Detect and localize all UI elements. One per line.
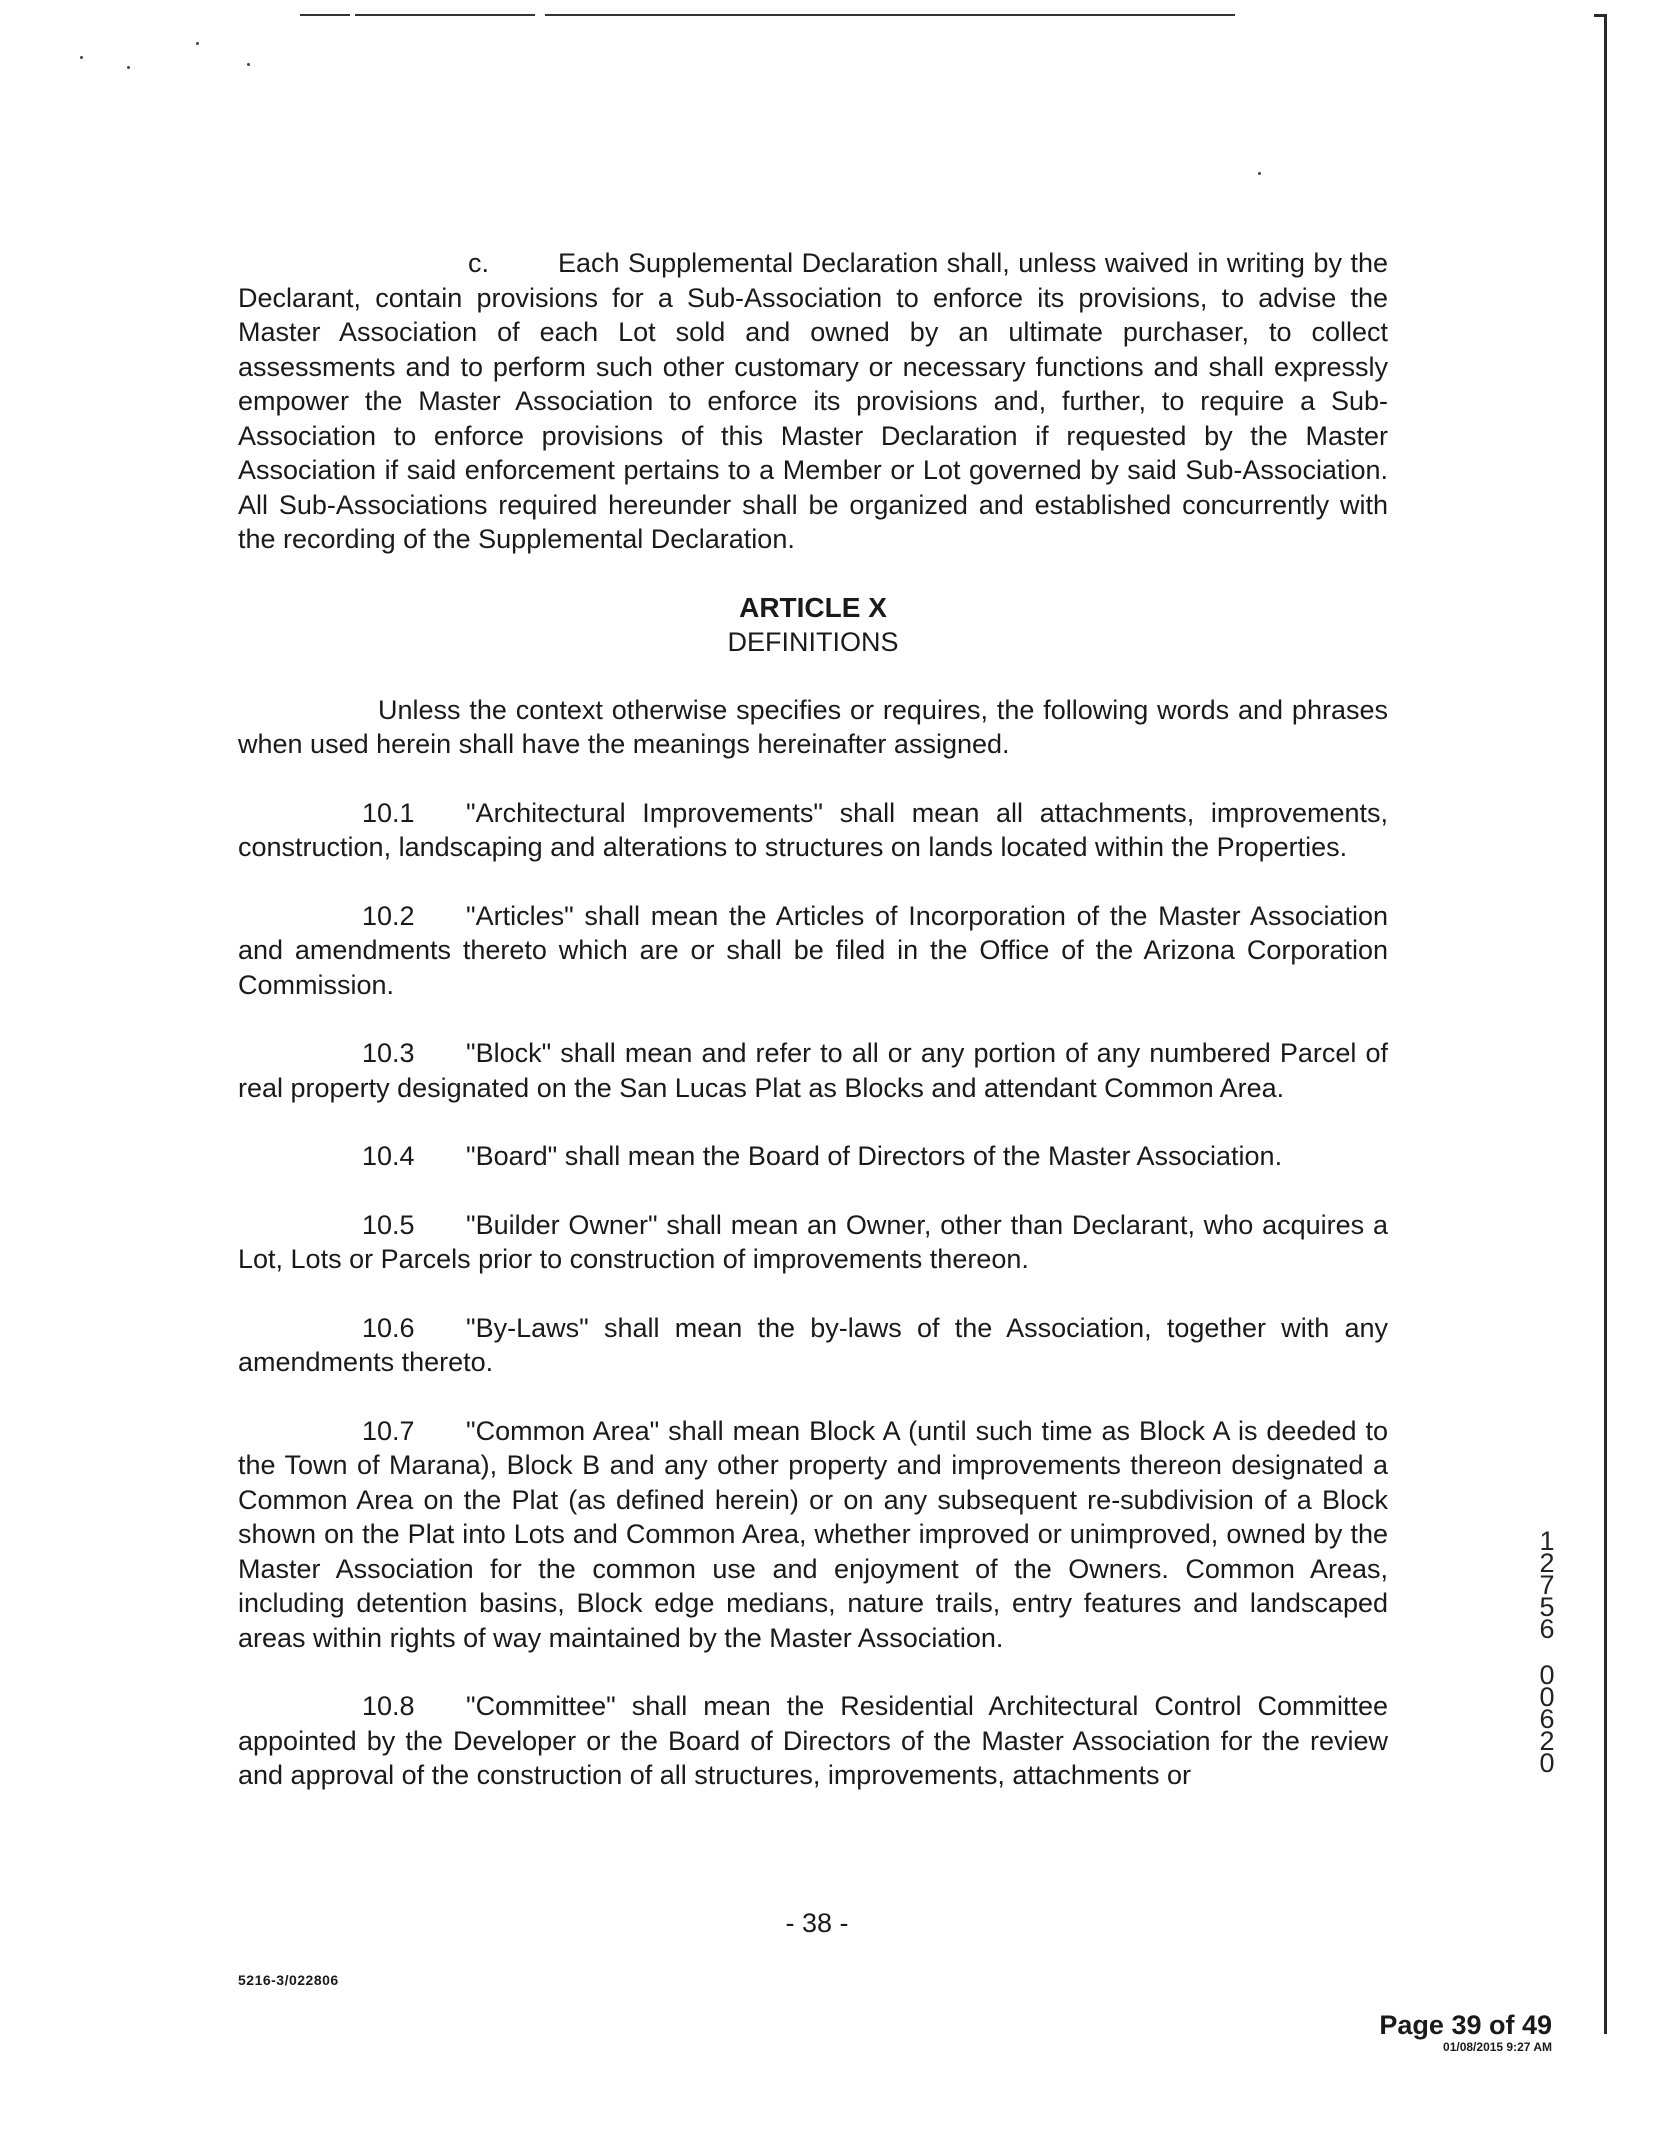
recorder-stamp xyxy=(1379,2010,1552,2054)
side-code-digit: 0 xyxy=(1539,1660,1555,1690)
definition-10-1 xyxy=(238,796,1388,865)
side-code-digit: 7 xyxy=(1539,1570,1555,1600)
definition-text: "Board" shall mean the Board of Directors of the Master Association. xyxy=(466,1141,1283,1171)
definition-text: "Builder Owner" shall mean an Owner, other than Declarant, who acquires a Lot, Lots or Parcels prior to construction of improvements thereon. xyxy=(238,1209,1388,1274)
scan-top-rule xyxy=(355,14,535,16)
document-id: 5216-3/022806 xyxy=(238,1972,339,1988)
definition-number: 10.3 xyxy=(362,1038,415,1068)
side-code-digit: 6 xyxy=(1539,1614,1555,1644)
definition-number: 10.5 xyxy=(362,1209,415,1240)
recorder-side-code xyxy=(1532,1526,1562,1778)
definition-10-4 xyxy=(238,1139,1388,1174)
scan-speck xyxy=(127,66,130,69)
scan-right-edge-tick xyxy=(1594,14,1606,17)
scan-top-rule xyxy=(300,14,350,16)
recorder-timestamp: 01/08/2015 9:27 AM xyxy=(1443,2040,1552,2054)
definition-number: 10.7 xyxy=(362,1415,415,1446)
definition-number: 10.6 xyxy=(362,1312,415,1343)
scan-speck xyxy=(1258,172,1261,175)
definition-10-7 xyxy=(238,1414,1388,1656)
definition-10-5 xyxy=(238,1208,1388,1277)
definition-text: "By-Laws" shall mean the by-laws of the Association, together with any amendments thereto. xyxy=(238,1312,1388,1377)
definition-text: "Block" shall mean and refer to all or any portion of any numbered Parcel of real property designated on the San Lucas Plat as Blocks and attendant Common Area. xyxy=(238,1038,1388,1103)
definition-text: "Committee" shall mean the Residential Architectural Control Committee appointed by the Developer or the Board of Directors of the Master Association for the review and approval of the construction of all structures, improvements, attachments or xyxy=(238,1691,1388,1790)
article-heading: ARTICLE X xyxy=(739,591,887,623)
paragraph-c-text: Each Supplemental Declaration shall, unless waived in writing by the Declarant, contain provisions for a Sub-Association to enforce its provisions, to advise the Master Association of each Lot sold and owned by an ultimate purchaser, to collect assessments and to perform such other customary or necessary functions and shall expressly empower the Master Association to enforce its provisions and, further, to require a Sub-Association to enforce provisions of this Master Declaration if requested by the Master Association if said enforcement pertains to a Member or Lot governed by said Sub-Association. All Sub-Associations required hereunder shall be organized and established concurrently with the recording of the Supplemental Declaration. xyxy=(238,248,1388,554)
scan-top-rule xyxy=(545,14,1235,16)
intro-paragraph: Unless the context otherwise specifies or requires, the following words and phrases when used herein shall have the meanings hereinafter assigned. xyxy=(238,694,1388,759)
definition-number: 10.8 xyxy=(362,1691,415,1721)
paragraph-c-label: c. xyxy=(468,248,490,278)
side-code-digit: 2 xyxy=(1539,1726,1555,1756)
definition-text: "Common Area" shall mean Block A (until such time as Block A is deeded to the Town of Marana), Block B and any other property and improvements thereon designated a Common Area on the Plat (as defined herein) or on any subsequent re-subdivision of a Block shown on the Plat into Lots and Common Area, whether improved or unimproved, owned by the Master Association for the common use and enjoyment of the Owners. Common Areas, including detention basins, Block edge medians, nature trails, entry features and landscaped areas within rights of way maintained by the Master Association. xyxy=(238,1415,1388,1653)
paragraph-c xyxy=(238,246,1388,557)
definition-10-2 xyxy=(238,899,1388,1003)
side-code-digit: 0 xyxy=(1539,1748,1555,1778)
scan-speck xyxy=(80,56,83,59)
side-code-digit: 2 xyxy=(1539,1548,1555,1578)
definition-10-3 xyxy=(238,1036,1388,1105)
page-number: - 38 - xyxy=(785,1908,849,1938)
definition-10-8 xyxy=(238,1689,1388,1793)
document-body xyxy=(238,246,1388,1793)
definition-text: "Articles" shall mean the Articles of Incorporation of the Master Association and amendments thereto which are or shall be filed in the Office of the Arizona Corporation Commission. xyxy=(238,900,1388,1000)
side-code-digit: 1 xyxy=(1539,1526,1555,1556)
scan-speck xyxy=(247,63,250,66)
scan-right-edge-rule xyxy=(1604,14,1607,2034)
definition-number: 10.4 xyxy=(362,1141,415,1171)
scan-speck xyxy=(196,42,199,45)
article-subheading: DEFINITIONS xyxy=(727,626,899,657)
side-code-digit: 0 xyxy=(1539,1682,1555,1712)
definition-text: "Architectural Improvements" shall mean all attachments, improvements, construction, landscaping and alterations to structures on lands located within the Properties. xyxy=(238,797,1388,862)
side-code-digit: 6 xyxy=(1539,1704,1555,1734)
definition-number: 10.2 xyxy=(362,900,415,931)
recorder-page-label: Page 39 of 49 xyxy=(1379,2010,1552,2040)
side-code-digit: 5 xyxy=(1539,1592,1555,1622)
definition-number: 10.1 xyxy=(362,797,415,828)
definition-10-6 xyxy=(238,1311,1388,1380)
